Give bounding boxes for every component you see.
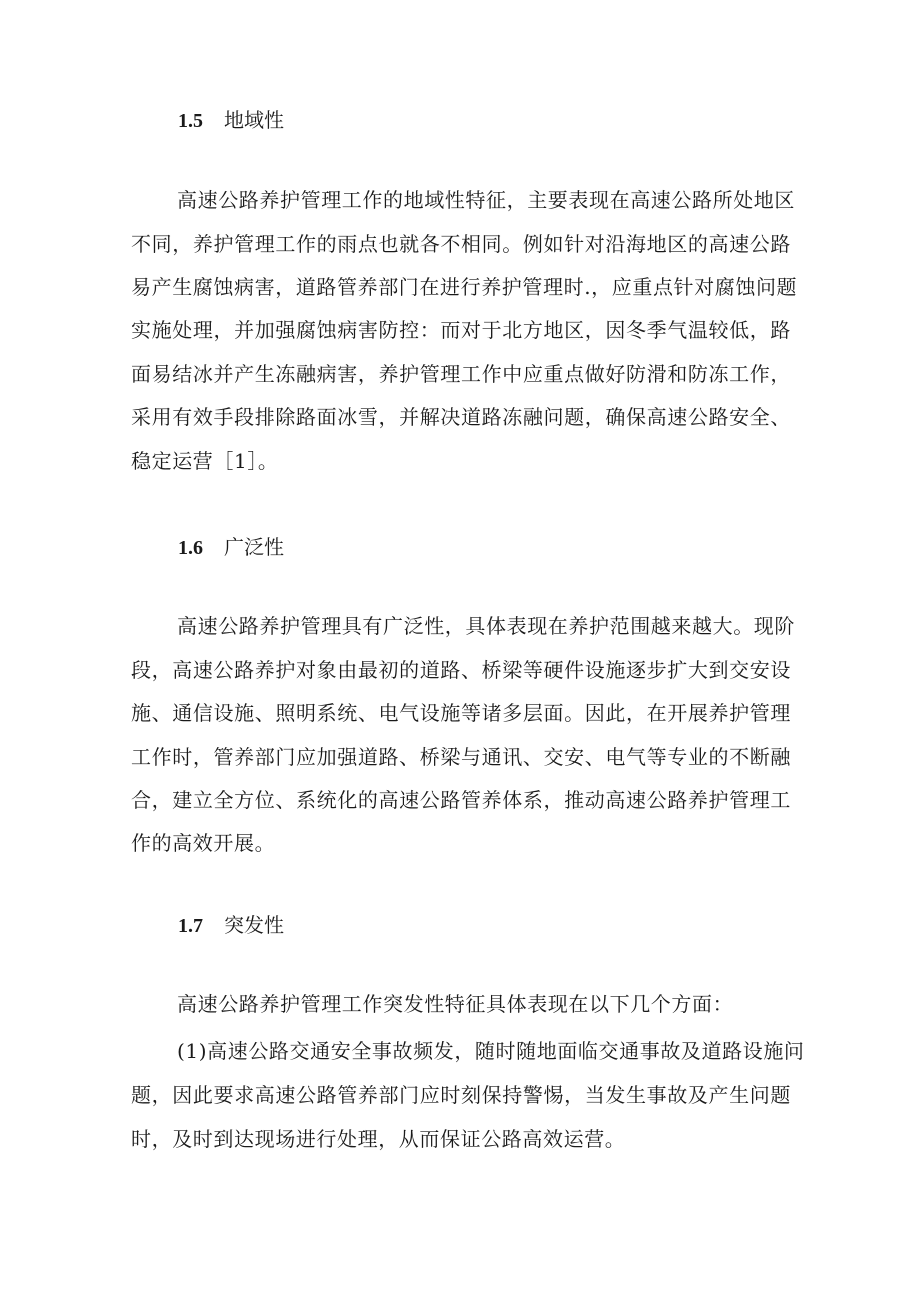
paragraph-line: 题，因此要求高速公路管养部门应时刻保持警惕，当发生事故及产生问题: [131, 1083, 791, 1107]
paragraph-line: 不同，养护管理工作的雨点也就各不相同。例如针对沿海地区的高速公路: [131, 232, 791, 256]
section-number: 1.6: [178, 537, 203, 559]
paragraph-line: 工作时，管养部门应加强道路、桥梁与通讯、交安、电气等专业的不断融: [131, 745, 791, 769]
paragraph-line: 采用有效手段排除路面冰雪，并解决道路冻融问题，确保高速公路安全、: [131, 405, 791, 429]
section-number: 1.7: [178, 915, 203, 937]
paragraph-line: 时，及时到达现场进行处理，从而保证公路高效运营。: [131, 1127, 626, 1151]
section-title: 地域性: [224, 108, 284, 132]
paragraph-line: 段，高速公路养护对象由最初的道路、桥梁等硬件设施逐步扩大到交安设: [131, 658, 791, 682]
paragraph-line: 作的高效开展。: [131, 831, 276, 855]
paragraph-line: (1)高速公路交通安全事故频发，随时随地面临交通事故及道路设施问: [177, 1039, 805, 1063]
section-heading-1-5: [178, 106, 284, 135]
section-heading-1-7: [178, 911, 284, 940]
section-heading-1-6: [178, 533, 284, 562]
paragraph-line: 易产生腐蚀病害，道路管养部门在进行养护管理时.，应重点针对腐蚀问题: [131, 275, 798, 299]
section-title: 突发性: [224, 913, 284, 937]
section-number: 1.5: [178, 110, 203, 132]
paragraph-line: 施、通信设施、照明系统、电气设施等诸多层面。因此，在开展养护管理: [131, 701, 791, 725]
paragraph-line: 稳定运营［1］。: [131, 449, 279, 473]
paragraph-line: 高速公路养护管理工作的地域性特征，主要表现在高速公路所处地区: [177, 188, 795, 212]
section-title: 广泛性: [224, 535, 284, 559]
paragraph-line: 面易结冰并产生冻融病害，养护管理工作中应重点做好防滑和防冻工作，: [131, 362, 791, 386]
paragraph-line: 合，建立全方位、系统化的高速公路管养体系，推动高速公路养护管理工: [131, 788, 791, 812]
paragraph-line: 实施处理，并加强腐蚀病害防控：而对于北方地区，因冬季气温较低，路: [131, 318, 791, 342]
paragraph-line: 高速公路养护管理具有广泛性，具体表现在养护范围越来越大。现阶: [177, 614, 795, 638]
paragraph-line: 高速公路养护管理工作突发性特征具体表现在以下几个方面：: [177, 992, 734, 1016]
